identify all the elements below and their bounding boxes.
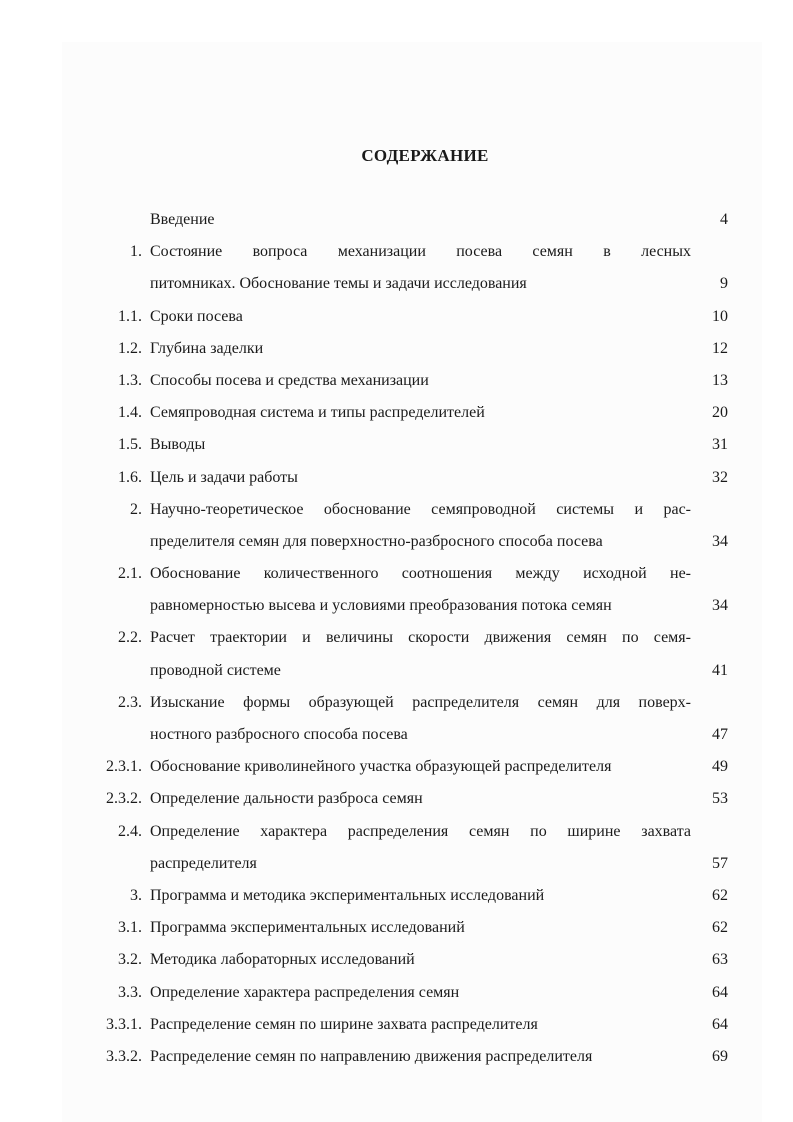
toc-entry <box>0 751 793 783</box>
toc-entry-text: Состояние вопроса механизации посева семян в лесных <box>150 243 691 261</box>
toc-entry <box>0 944 793 976</box>
toc-page-number: 69 <box>712 1047 728 1065</box>
toc-entry-line <box>0 365 793 397</box>
toc-entry <box>0 816 793 880</box>
toc-entry-number: 1.2. <box>118 339 142 357</box>
toc-entry-line <box>0 622 793 654</box>
toc-page-number: 57 <box>712 854 728 872</box>
table-of-contents <box>0 204 793 1073</box>
toc-entry-text: Определение характера распределения семян по ширине захвата <box>150 822 691 840</box>
toc-entry-line <box>0 397 793 429</box>
toc-entry-text: Цель и задачи работы <box>150 468 298 486</box>
toc-entry-text: Определение характера распределения семян <box>150 983 460 1001</box>
toc-entry-number: 1. <box>130 243 142 261</box>
toc-entry <box>0 333 793 365</box>
toc-entry-text: Сроки посева <box>150 307 243 325</box>
toc-entry-text: равномерностью высева и условиями преобразования потока семян <box>150 597 612 615</box>
toc-page-number: 64 <box>712 983 728 1001</box>
toc-entry-text: Научно-теоретическое обоснование семяпроводной системы и рас- <box>150 500 691 518</box>
toc-page-number: 31 <box>712 436 728 454</box>
toc-entry <box>0 462 793 494</box>
toc-entry-text: распределителя <box>150 854 257 872</box>
toc-page-number: 62 <box>712 886 728 904</box>
toc-entry-text: Программа экспериментальных исследований <box>150 919 465 937</box>
toc-entry-line <box>0 816 793 848</box>
toc-entry-number: 2.2. <box>118 629 142 647</box>
toc-page-number: 12 <box>712 339 728 357</box>
toc-page-number: 4 <box>720 211 728 228</box>
page-title: СОДЕРЖАНИЕ <box>361 146 489 165</box>
toc-entry <box>0 687 793 751</box>
toc-page-number: 64 <box>712 1015 728 1033</box>
toc-entry-line <box>0 880 793 912</box>
toc-entry-number: 1.4. <box>118 404 142 422</box>
toc-entry <box>0 622 793 686</box>
toc-entry-text: Выводы <box>150 436 206 454</box>
toc-page-number: 20 <box>712 404 728 422</box>
toc-page-number: 9 <box>720 275 728 293</box>
toc-entry-number: 2.1. <box>118 565 142 583</box>
toc-entry-text: Распределение семян по направлению движения распределителя <box>150 1047 593 1065</box>
toc-entry-number: 3.3. <box>118 983 142 1001</box>
toc-page-number: 41 <box>712 661 728 679</box>
toc-entry-number: 3. <box>130 886 142 904</box>
toc-entry-line <box>0 783 793 815</box>
toc-entry-number: 2.3.1. <box>106 758 142 776</box>
toc-entry-text: Расчет траектории и величины скорости движения семян по семя- <box>150 629 691 647</box>
toc-page-number: 49 <box>712 758 728 776</box>
toc-page-number: 10 <box>712 307 728 325</box>
toc-entry-line <box>0 751 793 783</box>
toc-entry-number: 3.1. <box>118 919 142 937</box>
toc-entry <box>0 783 793 815</box>
toc-entry-line <box>0 429 793 461</box>
toc-entry-text: питомниках. Обоснование темы и задачи исследования <box>150 275 527 293</box>
toc-entry-text: Обоснование количественного соотношения между исходной не- <box>150 565 691 583</box>
toc-entry-text: Обоснование криволинейного участка образующей распределителя <box>150 758 612 776</box>
toc-entry <box>0 301 793 333</box>
toc-entry-line <box>0 236 793 268</box>
toc-entry-number: 2.3.2. <box>106 790 142 808</box>
toc-entry-line <box>0 590 793 622</box>
toc-entry-line <box>0 494 793 526</box>
toc-entry-text: Методика лабораторных исследований <box>150 951 415 969</box>
toc-entry-number: 1.6. <box>118 468 142 486</box>
toc-entry <box>0 204 793 236</box>
toc-page-number: 63 <box>712 951 728 969</box>
toc-entry-line <box>0 912 793 944</box>
toc-entry <box>0 494 793 558</box>
toc-entry <box>0 977 793 1009</box>
toc-entry-number: 2.4. <box>118 822 142 840</box>
toc-entry <box>0 558 793 622</box>
toc-entry <box>0 397 793 429</box>
toc-entry-line <box>0 526 793 558</box>
toc-entry-text: ностного разбросного способа посева <box>150 726 408 743</box>
toc-entry-line <box>0 333 793 365</box>
toc-page-number: 47 <box>712 726 728 743</box>
toc-entry-text: Семяпроводная система и типы распределителей <box>150 404 485 422</box>
toc-entry-text: Способы посева и средства механизации <box>150 371 429 389</box>
toc-entry-line <box>0 204 793 236</box>
toc-page-number: 13 <box>712 371 728 389</box>
toc-entry <box>0 1041 793 1073</box>
toc-entry <box>0 365 793 397</box>
toc-entry-text: Введение <box>150 211 215 228</box>
toc-entry <box>0 429 793 461</box>
toc-entry-text: Глубина заделки <box>150 339 264 357</box>
toc-entry-line <box>0 655 793 687</box>
toc-entry-text: Изыскание формы образующей распределителя семян для поверх- <box>150 693 691 711</box>
toc-entry <box>0 236 793 300</box>
toc-entry-line <box>0 1009 793 1041</box>
toc-entry-line <box>0 268 793 300</box>
toc-page-number: 53 <box>712 790 728 808</box>
toc-entry-number: 1.5. <box>118 436 142 454</box>
toc-entry-text: Определение дальности разброса семян <box>150 790 423 808</box>
toc-entry-text: Распределение семян по ширине захвата распределителя <box>150 1015 538 1033</box>
toc-entry-line <box>0 977 793 1009</box>
toc-entry-number: 3.3.2. <box>106 1047 142 1065</box>
toc-entry-number: 2.3. <box>118 693 142 711</box>
toc-entry <box>0 1009 793 1041</box>
toc-entry-line <box>0 558 793 590</box>
toc-entry-text: проводной системе <box>150 661 281 679</box>
toc-entry-number: 2. <box>130 500 142 518</box>
toc-entry-line <box>0 1041 793 1073</box>
toc-page-number: 34 <box>712 597 728 615</box>
toc-entry-line <box>0 848 793 880</box>
toc-entry-text: пределителя семян для поверхностно-разбросного способа посева <box>150 532 603 550</box>
toc-entry-line <box>0 719 793 751</box>
toc-entry-text: Программа и методика экспериментальных исследований <box>150 886 545 904</box>
toc-entry <box>0 912 793 944</box>
toc-entry-line <box>0 944 793 976</box>
toc-page-number: 62 <box>712 919 728 937</box>
toc-entry-number: 1.3. <box>118 371 142 389</box>
toc-entry-number: 1.1. <box>118 307 142 325</box>
toc-page-number: 32 <box>712 468 728 486</box>
toc-entry <box>0 880 793 912</box>
toc-entry-line <box>0 301 793 333</box>
toc-entry-number: 3.3.1. <box>106 1015 142 1033</box>
toc-entry-line <box>0 687 793 719</box>
toc-page-number: 34 <box>712 532 728 550</box>
toc-entry-line <box>0 462 793 494</box>
toc-entry-number: 3.2. <box>118 951 142 969</box>
